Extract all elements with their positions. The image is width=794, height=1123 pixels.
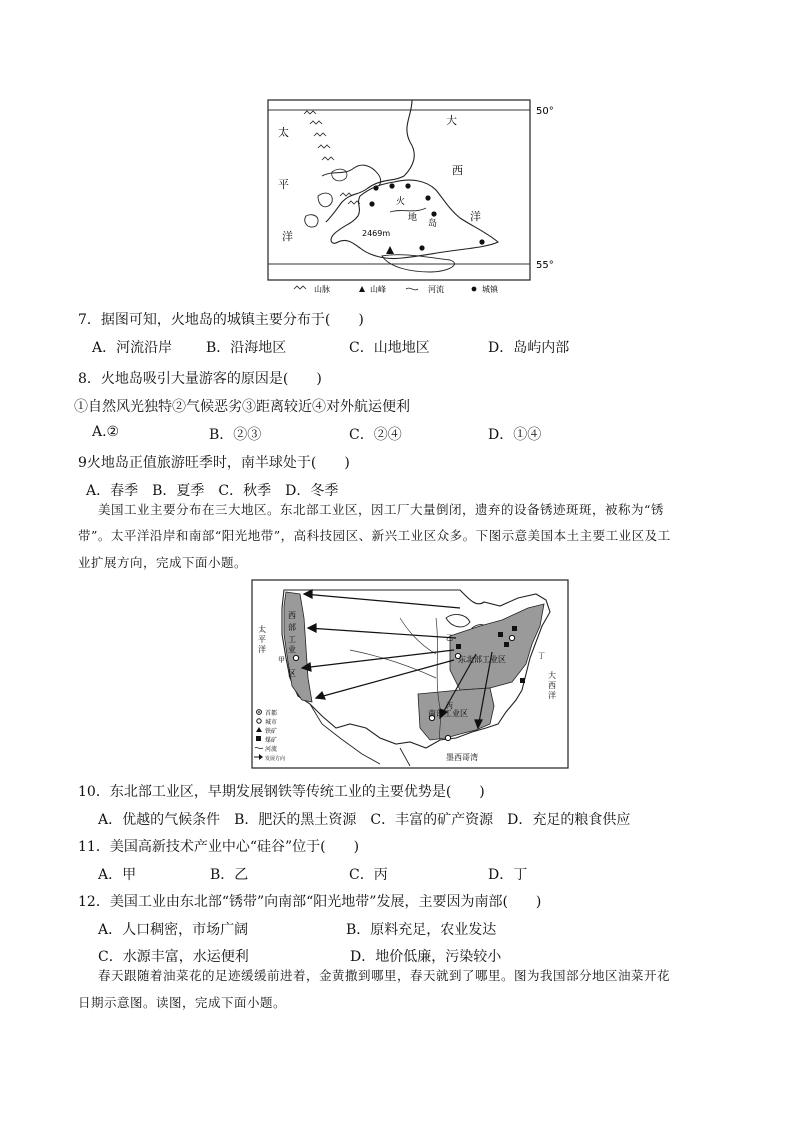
q12-option-b[interactable]: B．原料充足，农业发达 — [346, 922, 497, 938]
atlantic-char-3: 洋 — [548, 691, 556, 700]
northeast-label: 东北部工业区 — [458, 655, 506, 664]
q7-option-b[interactable]: B．沿海地区 — [206, 340, 287, 356]
pacific-char-2: 平 — [278, 178, 289, 191]
passage1-line1: 美国工业主要分布在三大地区。东北部工业区，因工厂大量倒闭，遗弃的设备锈迹斑斑，被称为“锈 — [98, 502, 664, 517]
pacific-char-2: 平 — [258, 635, 266, 644]
legend-river-label: 河流 — [428, 285, 444, 294]
q7-option-c[interactable]: C．山地地区 — [349, 340, 430, 356]
q12-stem: 12．美国工业由东北部“锈带”向南部“阳光地带”发展，主要因为南部( ) — [78, 894, 542, 910]
legend-capital-label: 首都 — [265, 710, 278, 717]
gulf-label: 墨西哥湾 — [446, 753, 478, 762]
legend-iron-label: 铁矿 — [265, 728, 278, 735]
q11-stem: 11．美国高新技术产业中心“硅谷”位于( ) — [78, 839, 360, 855]
legend-peak-label: 山峰 — [370, 285, 386, 294]
q8-option-b[interactable]: B．②③ — [209, 427, 262, 443]
west-label-1: 西 — [288, 611, 296, 620]
island-char-3: 岛 — [428, 219, 438, 229]
peak-label: 2469m — [362, 229, 391, 238]
q8-option-d[interactable]: D．①④ — [488, 427, 542, 443]
q11-option-d[interactable]: D．丁 — [488, 867, 528, 883]
legend-mountain-icon — [294, 286, 306, 289]
pacific-char-3: 洋 — [282, 230, 293, 243]
lat-top-label: 50° — [536, 106, 554, 117]
yi-label: 乙 — [446, 634, 453, 642]
q12-option-d[interactable]: D．地价低廉，污染较小 — [350, 949, 502, 965]
q11-option-c[interactable]: C．丙 — [349, 867, 388, 883]
pacific-char-1: 太 — [278, 126, 289, 139]
south-label: 南部工业区 — [428, 709, 468, 718]
legend-town-icon — [472, 287, 477, 292]
q12-option-c[interactable]: C．水源丰富，水运便利 — [98, 949, 249, 965]
q8-option-a[interactable]: A.② — [92, 424, 120, 440]
q12-option-a[interactable]: A．人口稠密，市场广阔 — [98, 922, 249, 938]
legend-mountain-label: 山脉 — [314, 285, 330, 294]
ding-label: 丁 — [538, 652, 545, 660]
west-label-5: 区 — [288, 669, 296, 678]
island-char-2: 地 — [408, 213, 418, 223]
west-label-2: 部 — [288, 623, 296, 632]
q9-stem: 9火地岛正值旅游旺季时，南半球处于( ) — [78, 455, 350, 471]
legend-coal-label: 煤矿 — [265, 737, 278, 744]
q7-option-a[interactable]: A．河流沿岸 — [92, 340, 173, 356]
passage2-line1: 春天跟随着油菜花的足迹缓缓前进着，金黄撒到哪里，春天就到了哪里。图为我国部分地区油菜开花 — [98, 968, 671, 983]
bing-label: 丙 — [446, 702, 453, 710]
q8-stem: 8．火地岛吸引大量游客的原因是( ) — [78, 371, 322, 387]
pacific-char-3: 洋 — [258, 645, 266, 654]
q11-option-a[interactable]: A．甲 — [98, 867, 137, 883]
usa-industry-map — [250, 578, 572, 772]
west-label-3: 工 — [288, 635, 296, 644]
q7-stem: 7．据图可知，火地岛的城镇主要分布于( ) — [78, 312, 364, 328]
q10-stem: 10．东北部工业区，早期发展钢铁等传统工业的主要优势是( ) — [78, 784, 485, 800]
island-char-1: 火 — [396, 197, 406, 207]
atlantic-char-1: 大 — [548, 671, 556, 680]
lat-bottom-label: 55° — [536, 260, 554, 271]
legend-river-icon — [406, 288, 418, 290]
q8-option-c[interactable]: C．②④ — [349, 427, 402, 443]
jia-label: 甲 — [278, 656, 285, 664]
legend-river-label: 河流 — [265, 746, 278, 753]
passage2-line2: 日期示意图。读图，完成下面小题。 — [78, 995, 287, 1010]
passage1-line3: 业扩展方向，完成下面小题。 — [78, 555, 248, 570]
tierra-del-fuego-map — [262, 96, 562, 296]
pacific-char-1: 太 — [258, 625, 266, 634]
q11-option-b[interactable]: B．乙 — [210, 867, 249, 883]
q9-options[interactable]: A．春季 B．夏季 C．秋季 D．冬季 — [86, 483, 339, 499]
atlantic-char-2: 西 — [452, 164, 463, 177]
passage1-line2: 带”。太平洋沿岸和南部“阳光地带”，高科技园区、新兴工业区众多。下图示意美国本土主要工业区及工 — [78, 528, 671, 543]
legend-town-label: 城镇 — [482, 285, 498, 294]
q8-choices: ①自然风光独特②气候恶劣③距离较近④对外航运便利 — [74, 399, 410, 415]
legend-city-label: 城市 — [265, 719, 278, 726]
atlantic-char-2: 西 — [548, 681, 556, 690]
atlantic-char-3: 洋 — [470, 210, 481, 223]
q10-options[interactable]: A．优越的气候条件 B．肥沃的黑土资源 C．丰富的矿产资源 D．充足的粮食供应 — [98, 812, 631, 828]
legend-peak-icon — [359, 286, 365, 292]
q7-option-d[interactable]: D．岛屿内部 — [488, 340, 570, 356]
atlantic-char-1: 大 — [446, 114, 457, 127]
legend-direction-label: 发展方向 — [265, 756, 286, 762]
west-label-4: 业 — [288, 645, 296, 654]
